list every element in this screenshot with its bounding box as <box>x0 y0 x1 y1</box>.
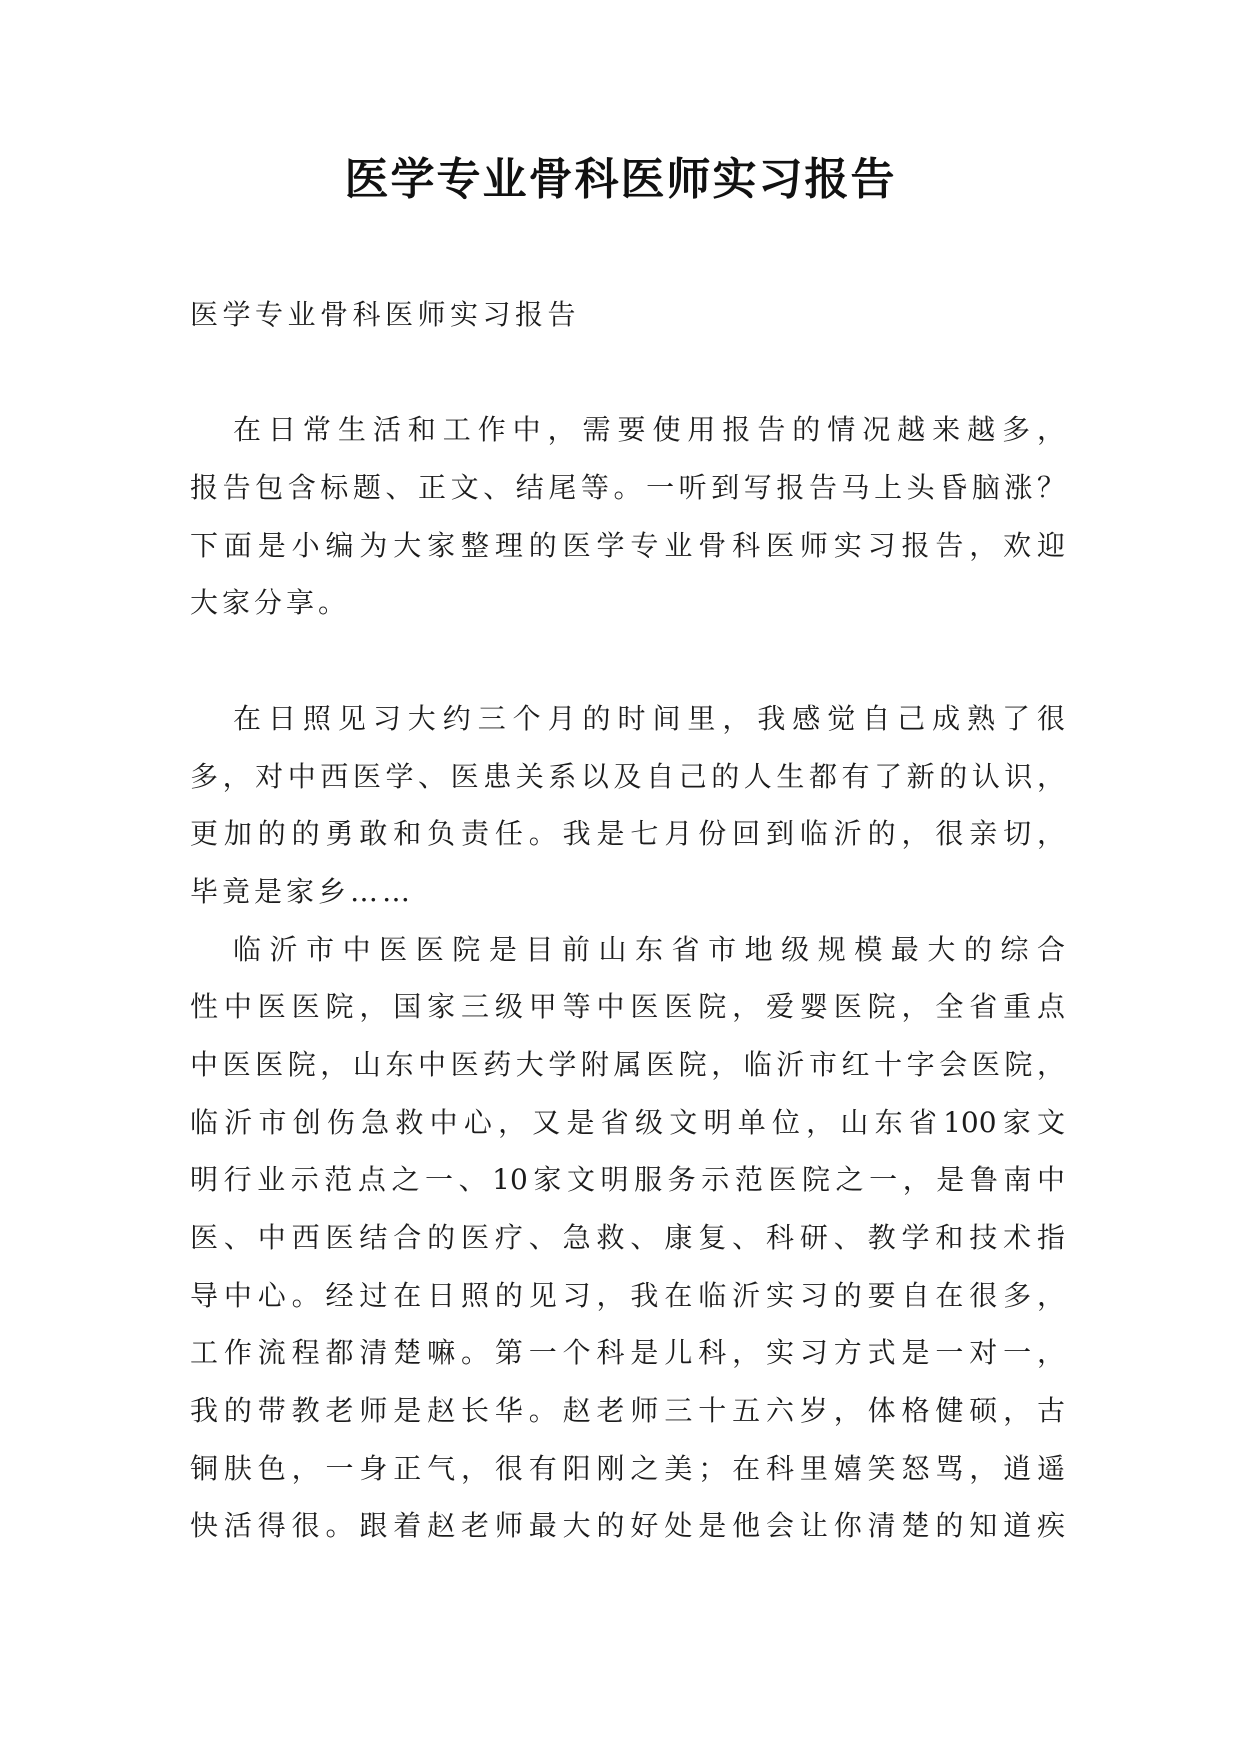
body-line: 在日照见习大约三个月的时间里，我感觉自己成熟了很 <box>233 701 1065 735</box>
body-line: 中医医院，山东中医药大学附属医院，临沂市红十字会医院， <box>190 1047 1065 1081</box>
body-line: 我的带教老师是赵长华。赵老师三十五六岁，体格健硕，古 <box>190 1394 1065 1428</box>
body-line: 医、中西医结合的医疗、急救、康复、科研、教学和技术指 <box>190 1221 1065 1254</box>
document-subtitle: 医学专业骨科医师实习报告 <box>190 298 581 331</box>
body-line: 快活得很。跟着赵老师最大的好处是他会让你清楚的知道疾 <box>190 1509 1065 1543</box>
page-title: 医学专业骨科医师实习报告 <box>344 154 897 205</box>
document-body <box>190 286 1065 1555</box>
body-line: 多，对中西医学、医患关系以及自己的人生都有了新的认识， <box>190 759 1065 793</box>
body-line: 明行业示范点之一、10家文明服务示范医院之一，是鲁南中 <box>190 1163 1065 1197</box>
paragraph-spacer <box>190 344 1065 402</box>
body-line: 更加的的勇敢和负责任。我是七月份回到临沂的，很亲切， <box>190 817 1065 851</box>
body-line: 导中心。经过在日照的见习，我在临沂实习的要自在很多， <box>190 1278 1065 1312</box>
body-line: 性中医医院，国家三级甲等中医医院，爱婴医院，全省重点 <box>190 990 1065 1024</box>
body-line: 临沂市中医医院是目前山东省市地级规模最大的综合 <box>233 932 1065 966</box>
body-line: 报告包含标题、正文、结尾等。一听到写报告马上头昏脑涨？ <box>190 471 1065 505</box>
body-line: 临沂市创伤急救中心，又是省级文明单位，山东省100家文 <box>190 1105 1065 1139</box>
paragraph-hospital-intro <box>190 921 1065 1556</box>
body-line: 毕竟是家乡…… <box>190 874 415 908</box>
paragraph-spacer <box>190 632 1065 690</box>
body-line: 工作流程都清楚嘛。第一个科是儿科，实习方式是一对一， <box>190 1336 1065 1370</box>
body-line: 大家分享。 <box>190 586 351 620</box>
paragraph-internship-reflection <box>190 690 1065 921</box>
body-line: 在日常生活和工作中，需要使用报告的情况越来越多， <box>233 413 1065 447</box>
body-line: 铜肤色，一身正气，很有阳刚之美；在科里嬉笑怒骂，逍遥 <box>190 1451 1065 1485</box>
paragraph-intro <box>190 401 1065 632</box>
body-line: 下面是小编为大家整理的医学专业骨科医师实习报告，欢迎 <box>190 528 1065 562</box>
